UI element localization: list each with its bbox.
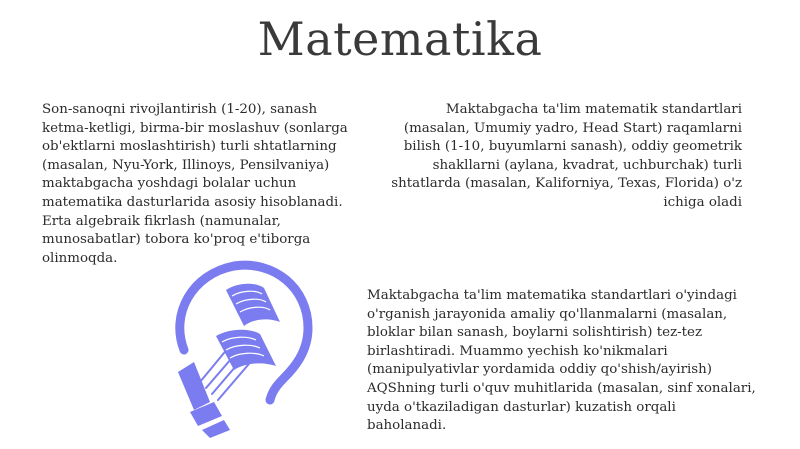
- paragraph-left: Son-sanoqni rivojlantirish (1-20), sanash ketma-ketligi, birma-bir moslashuv (sonlarga ob'ektlarni moslashtirish) turli shtatlarning (masalan, Nyu-York, Illinoys, Pensilvaniya) maktabgacha yoshdagi bolalar uchun matematika dasturlarida asosiy hisoblanadi. Erta algebraik fikrlash (namunalar, munosabatlar) tobora ko'proq e'tiborga olinmoqda.: [42, 102, 348, 266]
- slide-title: Matematika: [257, 12, 543, 66]
- paragraph-bottom: Maktabgacha ta'lim matematika standartlari o'yindagi o'rganish jarayonida amaliy qo'llanmalarni (masalan, bloklar bilan sanash, boylarni solishtirish) tez-tez birlashtiradi. Muammo yechish ko'nikmalari (manipulyativlar yordamida oddiy qo'shish/ayirish) AQShning turli o'quv muhitlarida (masalan, sinf xonalari, uyda o'tkaziladigan dasturlar) kuzatish orqali baholanadi.: [367, 288, 756, 434]
- lightbulb-book-icon: [172, 252, 322, 442]
- paragraph-right: Maktabgacha ta'lim matematik standartlari (masalan, Umumiy yadro, Head Start) raqamlarni bilish (1-10, buyumlarni sanash), oddiy geometrik shakllarni (aylana, kvadrat, uchburchak) turli shtatlarda (masalan, Kaliforniya, Texas, Florida) o'z ichiga oladi: [391, 102, 742, 210]
